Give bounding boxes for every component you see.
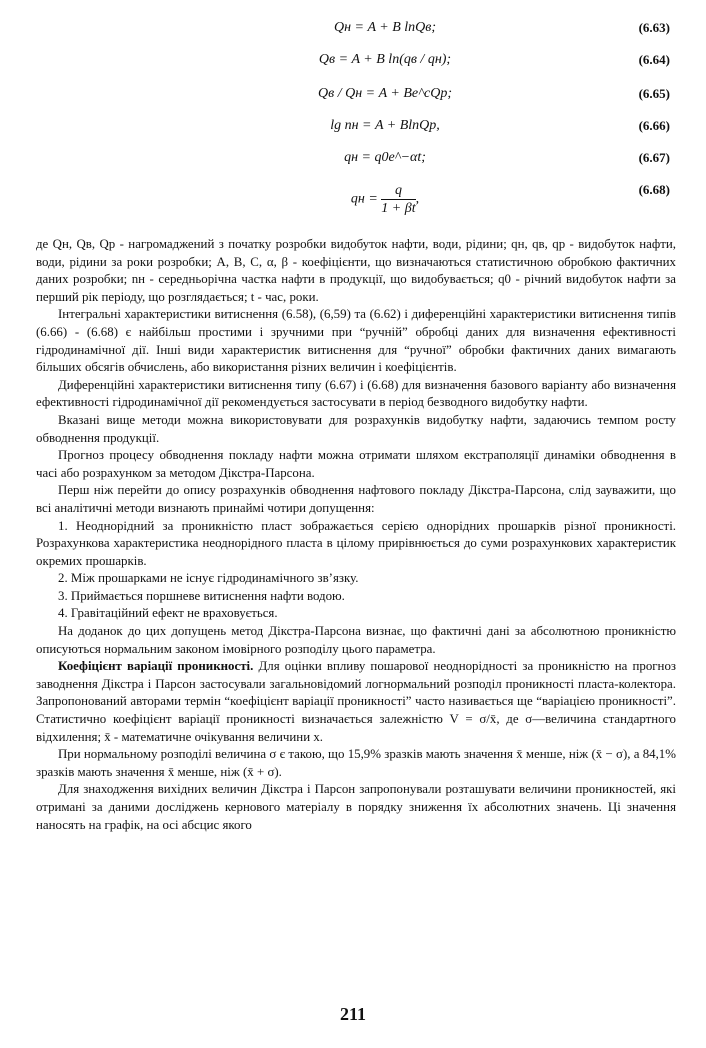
paragraph: Вказані вище методи можна використовувати для розрахунків видобутку нафти, задаючись темпом росту обводнення продукції. [36,412,676,445]
equation-formula: Qв / Qн = A + Be^cQр; [318,86,452,101]
equation-number: (6.64) [638,52,670,67]
paragraph: На доданок до цих допущень метод Дікстра-Парсона визнає, що фактичні дані за абсолютною проникністю описуються нормальним законом імовірного розподілу цього параметра. [36,624,676,656]
paragraph-cv-body: Для оцінки впливу пошарової неоднорідності за проникністю на прогноз заводнення Дікстра і Парсон застосували загальновідомий логнормальний розподіл проникності пласта-колектора. Запропонований авторами термін “коефіцієнт варіації проникності” часто називається ще “варіацією проникності”. Статистично коефіцієнт варіації проникності визначається залежністю V = σ/x̄, де σ—величина стандартного відхилення; x̄ - математичне очікування величини x. [36,659,676,744]
fraction-numerator: q [381,182,415,200]
equation-6-63 [0,20,706,42]
list-item: 3. Приймається поршневе витиснення нафти водою. [58,588,345,603]
list-item: 1. Неоднорідний за проникністю пласт зображається серією однорідних прошарків різної проникності. Розрахункова характеристика неоднорідного пласта в цілому прирівнюється до суми розрахункових характеристик окремих прошарків. [36,518,676,568]
paragraph: При нормальному розподілі величина σ є такою, що 15,9% зразків мають значення x̄ менше, ніж (x̄ − σ), а 84,1% зразків мають значення x̄ менше, ніж (x̄ + σ). [36,747,676,779]
equation-number: (6.67) [638,150,670,165]
fraction-denominator: 1 + βt [381,201,416,216]
paragraph: Диференційні характеристики витиснення типу (6.67) і (6.68) для визначення базового варіанту або визначення ефективності гідродинамічної дії рекомендується застосувати в період безводного видобутку нафти. [36,377,676,410]
paragraph: Прогноз процесу обводнення покладу нафти можна отримати шляхом екстраполяції динаміки обводнення в часі або розрахунком за методом Дікстра-Парсона. [36,448,676,480]
equation-formula: Qв = A + B ln(qв / qн); [318,52,452,67]
equation-6-68 [0,182,706,222]
equation-tail: , [415,191,420,207]
page-number: 211 [339,1004,366,1024]
paragraph: Інтегральні характеристики витиснення (6.58), (6,59) та (6.62) і диференційні характеристики витиснення типів (6.66) - (6.68) є найбільш простими і зручними при “ручній” обробці даних для визначення ефективності гідродинамічної дії. Інші види характеристик витиснення для “ручної” обробки фактичних даних вимагають більших обсягів обчислень, або використання різних величин і коефіцієнтів. [36,307,676,375]
section-heading: Коефіцієнт варіації проникності. [58,659,254,674]
equation-formula [240,182,530,217]
list-item: 4. Гравітаційний ефект не враховується. [58,606,278,621]
equation-lhs: qн = [350,191,378,207]
equation-formula: lg nн = A + BlnQр, [330,118,440,133]
paragraph: Перш ніж перейти до опису розрахунків обводнення нафтового покладу Дікстра-Парсона, слід зауважити, що всі аналітичні методи визнають принаймі чотири допущення: [36,483,676,515]
paragraph: Для знаходження вихідних величин Дікстра і Парсон запропонували розташувати величини проникностей, які отримані за даними досліджень кернового матеріалу в порядку зниження їх абсолютних значень. Ці значення наносять на графік, на осі абсцис якого [36,782,676,832]
list-item: 2. Між прошарками не існує гідродинамічного зв’язку. [58,571,359,586]
paragraph: де Qн, Qв, Qр - нагромаджений з початку розробки видобуток нафти, води, рідини; qн, qв, qр - видобуток нафти, води, рідини за роки розробки; A, B, C, α, β - коефіцієнти, що визначаються статистичною обробкою фактичних даних розробки; nн - середньорічна частка нафти в продукції, що видобувається; q0 - річний видобуток нафти за перший рік періоду, що розглядається; t - час, роки. [36,237,676,304]
equation-number: (6.63) [638,20,670,35]
equation-number: (6.68) [638,182,670,197]
equation-number: (6.66) [638,118,670,133]
paragraph-cv [36,658,676,746]
equation-formula: qн = q0e^−αt; [344,150,426,165]
equation-6-67 [0,150,706,172]
equation-number: (6.65) [638,86,670,101]
equation-6-64 [0,52,706,74]
fraction [381,182,415,217]
body-text [36,236,676,834]
equation-6-65 [0,86,706,108]
equation-6-66 [0,118,706,140]
equation-formula: Qн = A + B lnQв; [333,20,437,35]
